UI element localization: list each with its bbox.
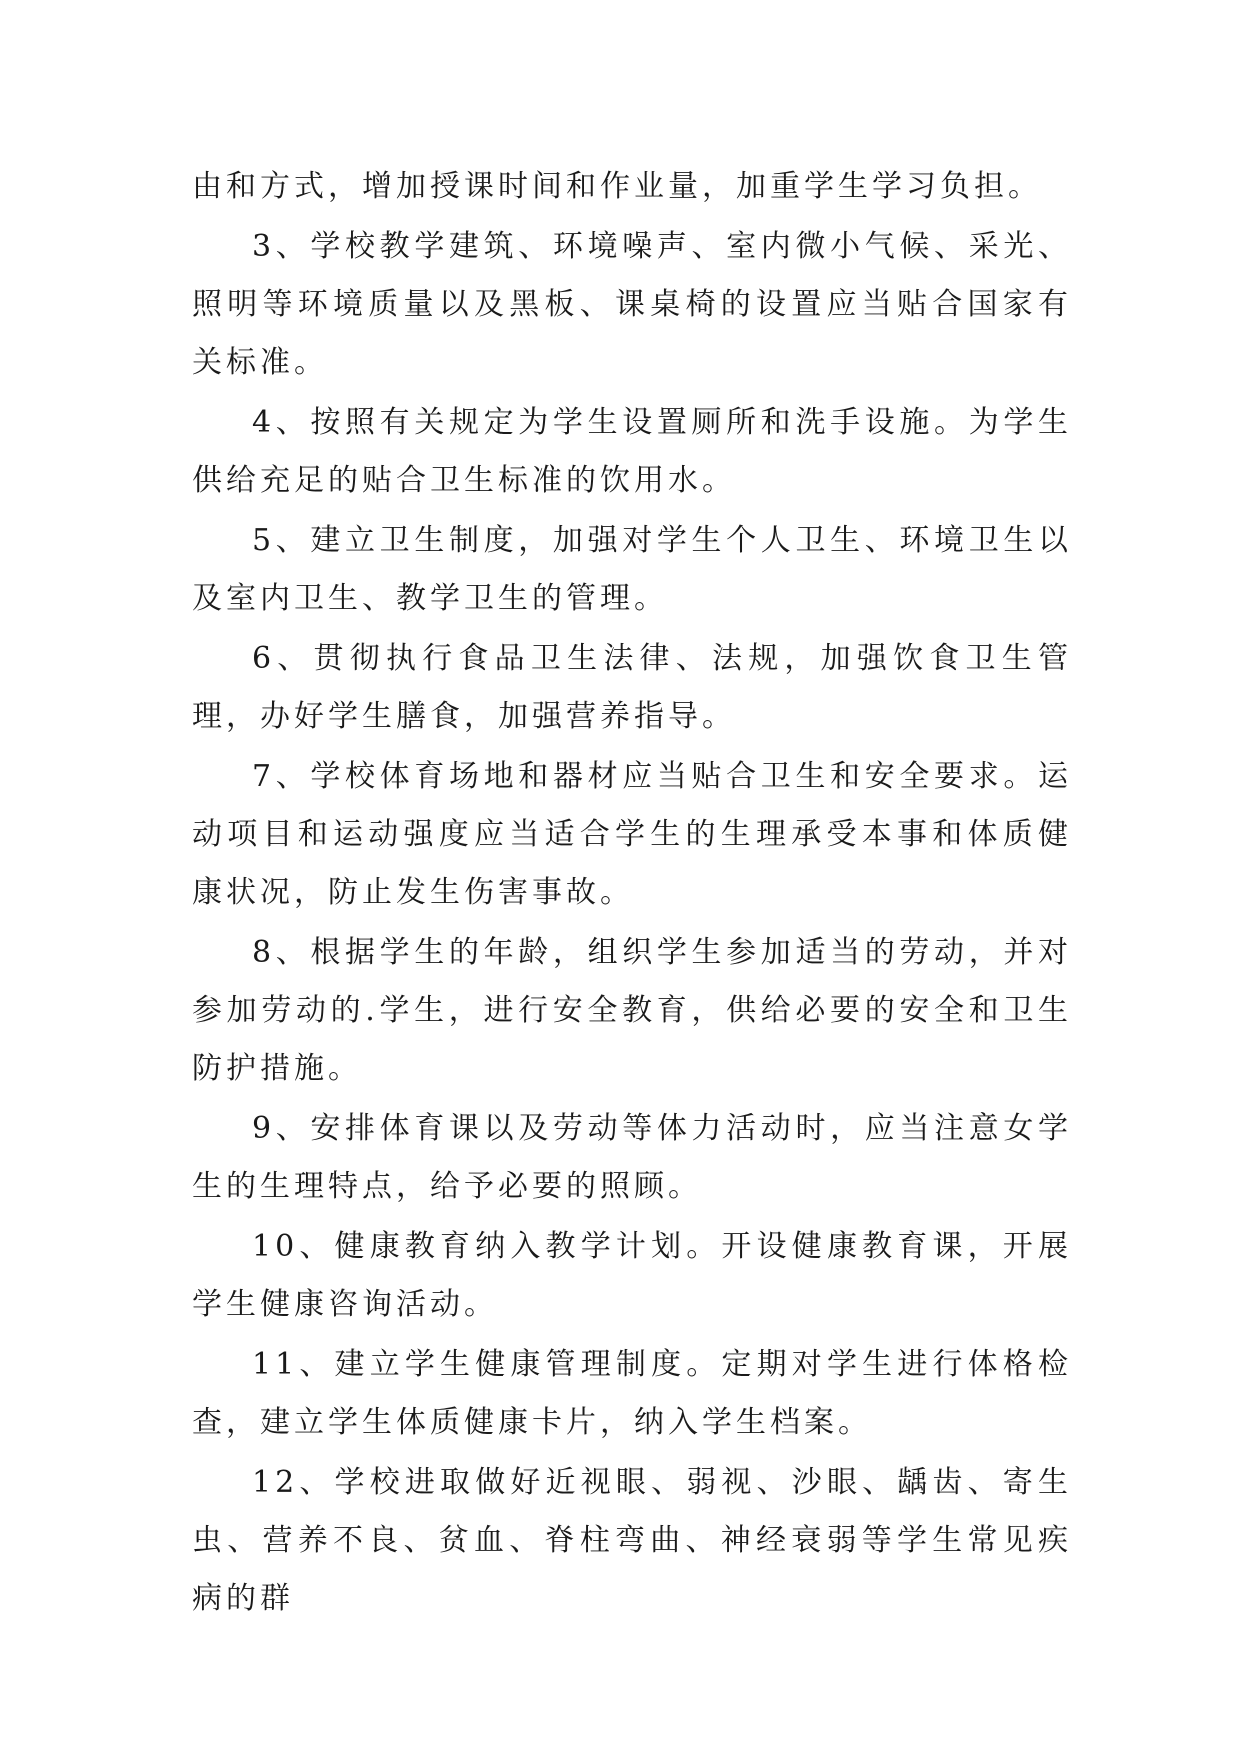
paragraph-item-10: 10、健康教育纳入教学计划。开设健康教育课，开展学生健康咨询活动。 (192, 1229, 1072, 1322)
paragraph-item-9: 9、安排体育课以及劳动等体力活动时，应当注意女学生的生理特点，给予必要的照顾。 (192, 1111, 1072, 1204)
paragraph-item-3: 3、学校教学建筑、环境噪声、室内微小气候、采光、照明等环境质量以及黑板、课桌椅的设置应当贴合国家有关标准。 (192, 229, 1072, 380)
paragraph-item-12: 12、学校进取做好近视眼、弱视、沙眼、龋齿、寄生虫、营养不良、贫血、脊柱弯曲、神经衰弱等学生常见疾病的群 (192, 1465, 1072, 1616)
document-body (192, 158, 1072, 1630)
paragraph-item-6: 6、贯彻执行食品卫生法律、法规，加强饮食卫生管理，办好学生膳食，加强营养指导。 (192, 641, 1072, 734)
paragraph-item-7: 7、学校体育场地和器材应当贴合卫生和安全要求。运动项目和运动强度应当适合学生的生理承受本事和体质健康状况，防止发生伤害事故。 (192, 759, 1072, 910)
paragraph-item-8: 8、根据学生的年龄，组织学生参加适当的劳动，并对参加劳动的.学生，进行安全教育，供给必要的安全和卫生防护措施。 (192, 935, 1072, 1086)
paragraph-item-5: 5、建立卫生制度，加强对学生个人卫生、环境卫生以及室内卫生、教学卫生的管理。 (192, 523, 1072, 616)
paragraph-item-4: 4、按照有关规定为学生设置厕所和洗手设施。为学生供给充足的贴合卫生标准的饮用水。 (192, 405, 1072, 498)
paragraph-continuation: 由和方式，增加授课时间和作业量，加重学生学习负担。 (192, 169, 1042, 204)
paragraph-item-11: 11、建立学生健康管理制度。定期对学生进行体格检查，建立学生体质健康卡片，纳入学生档案。 (192, 1347, 1072, 1440)
